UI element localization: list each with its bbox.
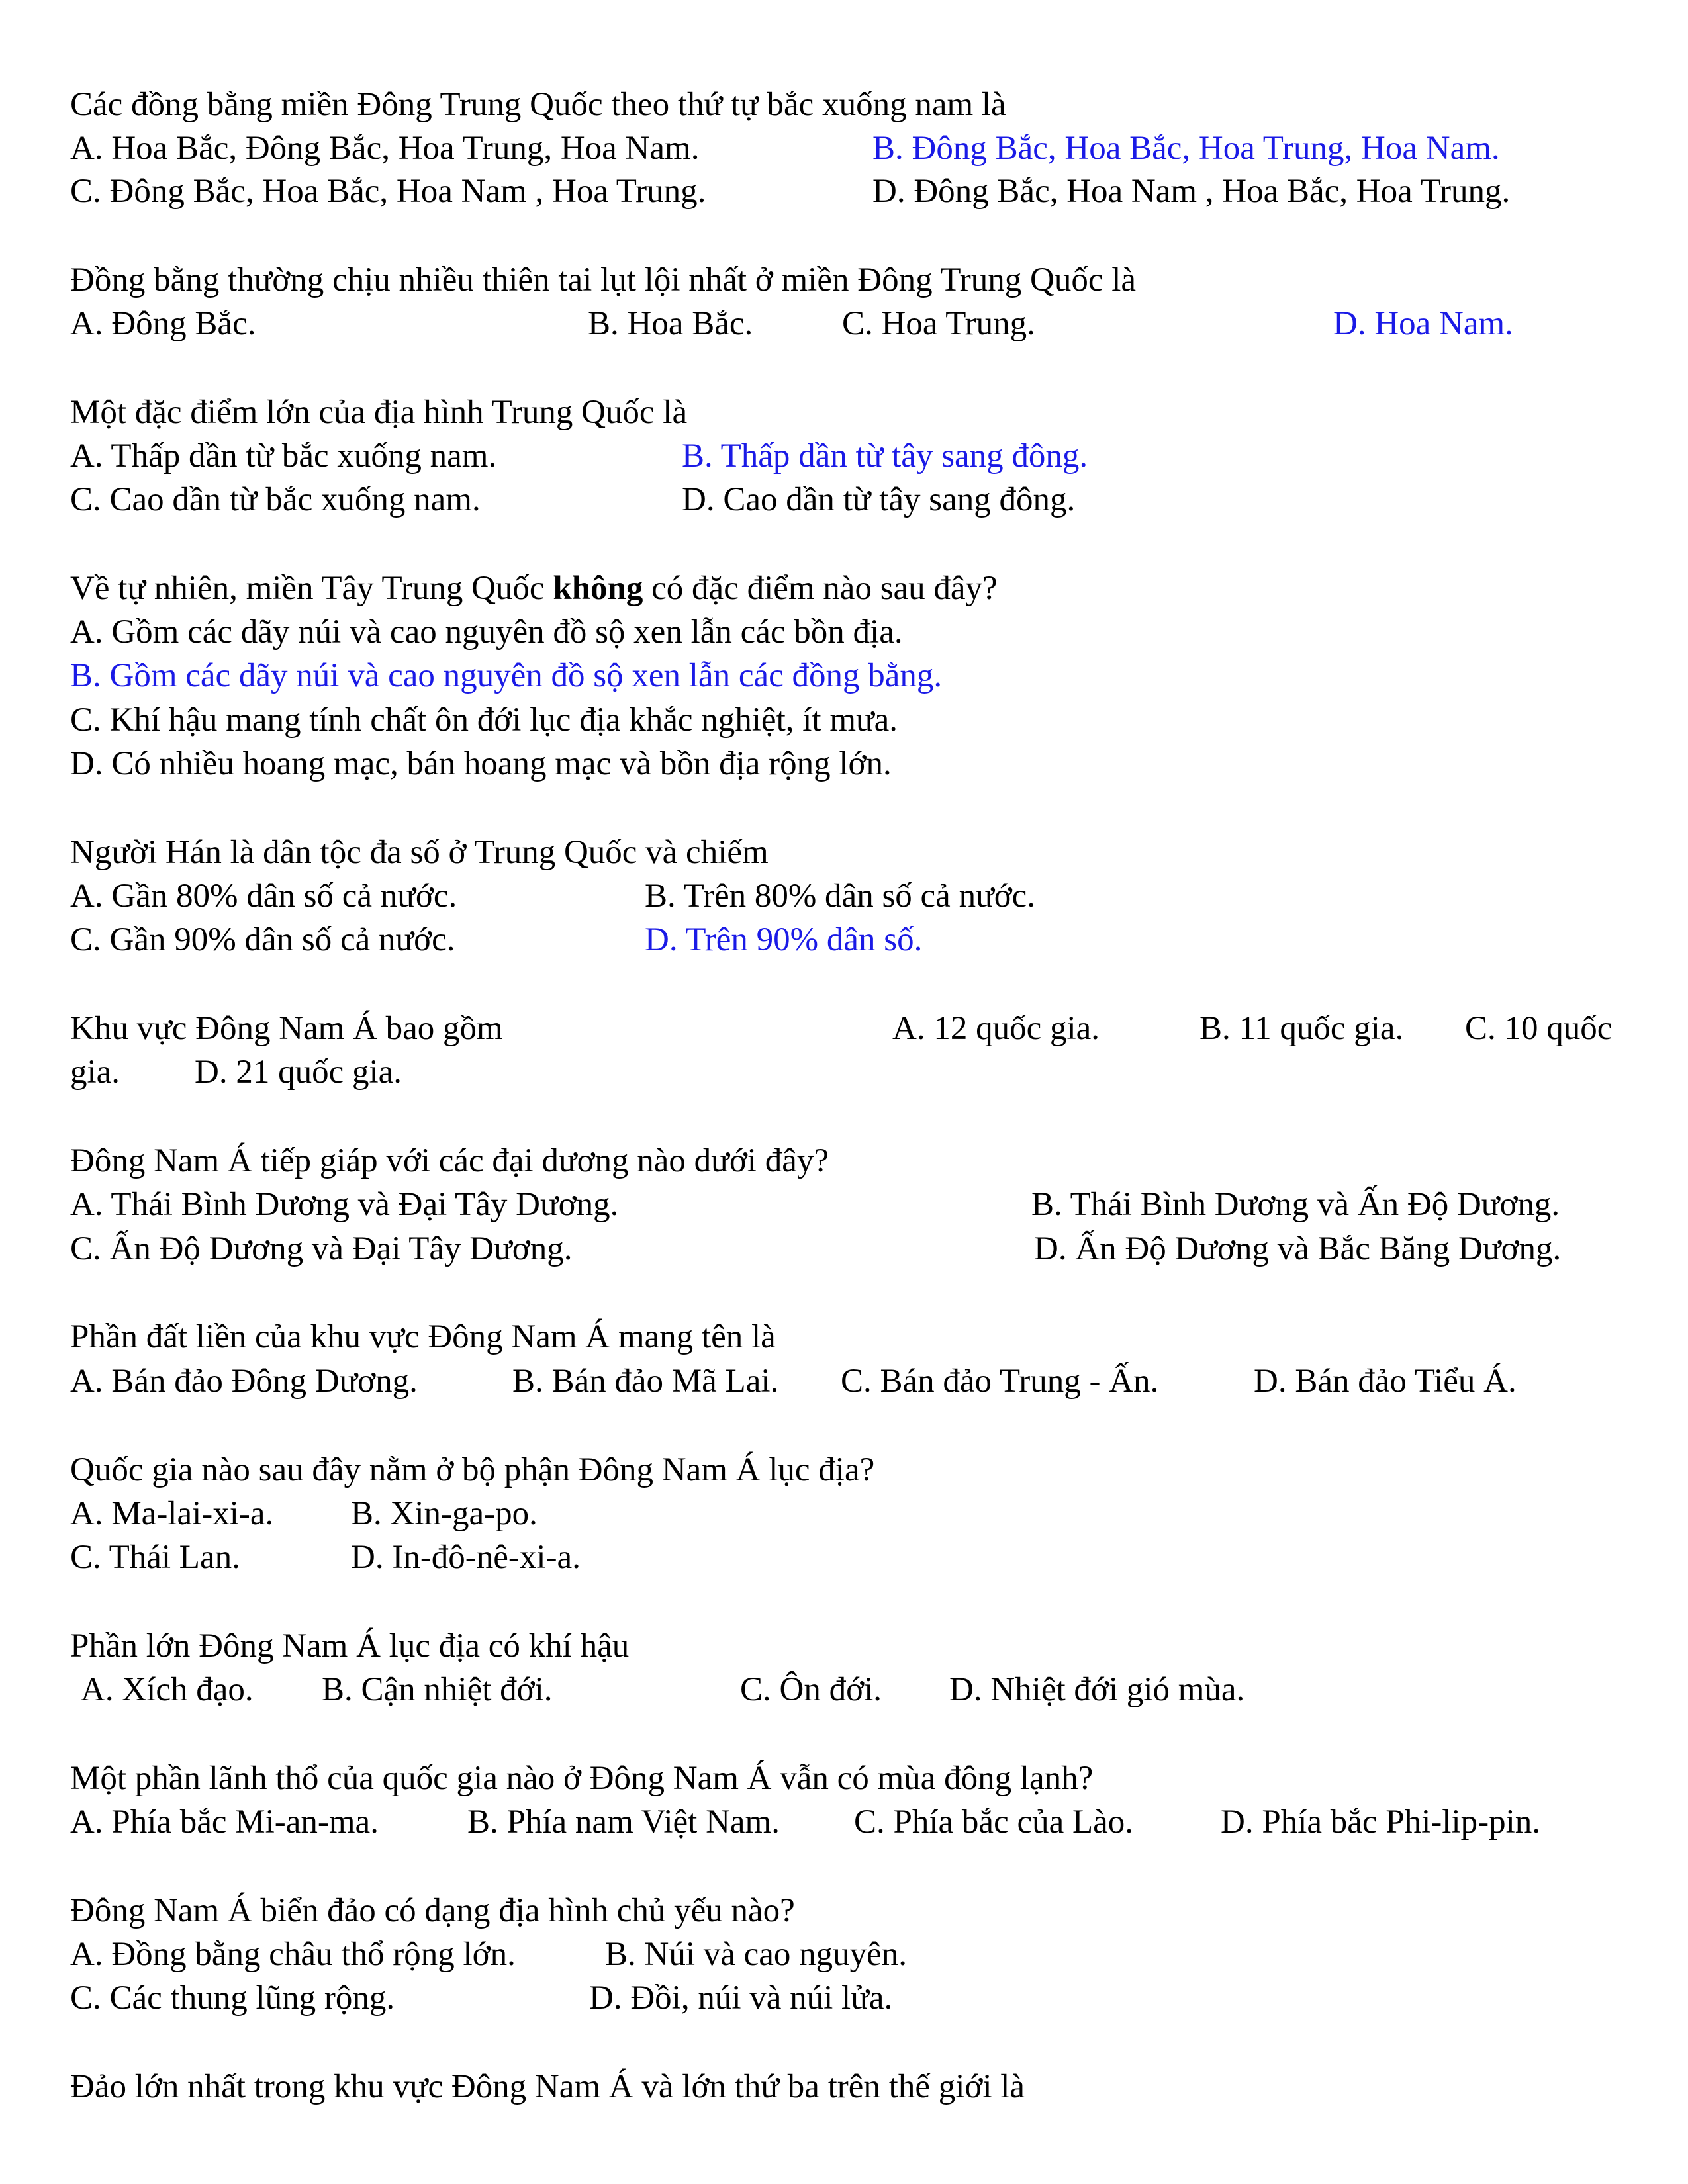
question-6-option-c: C. 10 quốc bbox=[1465, 1010, 1613, 1047]
question-12-option-d: D. Đồi, núi và núi lửa. bbox=[589, 1979, 893, 2017]
question-11-stem: Một phần lãnh thổ của quốc gia nào ở Đông Nam Á vẫn có mùa đông lạnh? bbox=[70, 1760, 1094, 1797]
question-3-option-d: D. Cao dần từ tây sang đông. bbox=[682, 481, 1076, 518]
question-3-stem: Một đặc điểm lớn của địa hình Trung Quốc là bbox=[70, 394, 688, 431]
question-9-option-b: B. Xin-ga-po. bbox=[351, 1495, 538, 1532]
question-1-stem: Các đồng bằng miền Đông Trung Quốc theo thứ tự bắc xuống nam là bbox=[70, 86, 1006, 123]
question-4-option-a: A. Gồm các dãy núi và cao nguyên đồ sộ xen lẫn các bồn địa. bbox=[70, 614, 903, 651]
question-5-option-c: C. Gần 90% dân số cả nước. bbox=[70, 921, 455, 958]
question-3-option-b-correct: B. Thấp dần từ tây sang đông. bbox=[682, 437, 1088, 475]
question-4-option-c: C. Khí hậu mang tính chất ôn đới lục địa khắc nghiệt, ít mưa. bbox=[70, 702, 898, 739]
question-6-option-c-continued: gia. bbox=[70, 1054, 120, 1091]
question-10-option-b: B. Cận nhiệt đới. bbox=[322, 1671, 553, 1708]
question-8-option-b: B. Bán đảo Mã Lai. bbox=[512, 1363, 779, 1400]
question-10-option-a: A. Xích đạo. bbox=[81, 1671, 254, 1708]
question-6-option-d: D. 21 quốc gia. bbox=[195, 1054, 402, 1091]
question-2-option-d-correct: D. Hoa Nam. bbox=[1333, 305, 1513, 342]
question-9-option-a: A. Ma-lai-xi-a. bbox=[70, 1495, 274, 1532]
question-13-stem: Đảo lớn nhất trong khu vực Đông Nam Á và lớn thứ ba trên thế giới là bbox=[70, 2068, 1025, 2105]
question-3-option-a: A. Thấp dần từ bắc xuống nam. bbox=[70, 437, 497, 475]
question-5-stem: Người Hán là dân tộc đa số ở Trung Quốc và chiếm bbox=[70, 834, 769, 871]
question-4-stem-emphasis: không bbox=[553, 570, 643, 607]
question-2-stem: Đồng bằng thường chịu nhiều thiên tai lụt lội nhất ở miền Đông Trung Quốc là bbox=[70, 261, 1137, 298]
question-12-stem: Đông Nam Á biển đảo có dạng địa hình chủ yếu nào? bbox=[70, 1892, 795, 1929]
question-4-option-b-correct: B. Gồm các dãy núi và cao nguyên đồ sộ xen lẫn các đồng bằng. bbox=[70, 657, 943, 694]
question-11-option-b: B. Phía nam Việt Nam. bbox=[467, 1803, 780, 1841]
question-10-option-c: C. Ôn đới. bbox=[740, 1671, 882, 1708]
question-1-option-b-correct: B. Đông Bắc, Hoa Bắc, Hoa Trung, Hoa Nam. bbox=[872, 130, 1500, 167]
question-7-option-b: B. Thái Bình Dương và Ấn Độ Dương. bbox=[1031, 1186, 1560, 1223]
question-4-stem bbox=[70, 572, 998, 606]
question-8-option-c: C. Bán đảo Trung - Ấn. bbox=[841, 1363, 1159, 1400]
question-1-option-a: A. Hoa Bắc, Đông Bắc, Hoa Trung, Hoa Nam. bbox=[70, 130, 700, 167]
question-8-stem: Phần đất liền của khu vực Đông Nam Á mang tên là bbox=[70, 1318, 776, 1355]
question-10-stem: Phần lớn Đông Nam Á lục địa có khí hậu bbox=[70, 1627, 630, 1664]
question-11-option-a: A. Phía bắc Mi-an-ma. bbox=[70, 1803, 379, 1841]
question-12-option-a: A. Đồng bằng châu thổ rộng lớn. bbox=[70, 1936, 516, 1973]
question-4-option-d: D. Có nhiều hoang mạc, bán hoang mạc và bồn địa rộng lớn. bbox=[70, 745, 892, 782]
question-9-stem: Quốc gia nào sau đây nằm ở bộ phận Đông Nam Á lục địa? bbox=[70, 1451, 875, 1488]
question-9-option-c: C. Thái Lan. bbox=[70, 1539, 240, 1576]
question-7-option-d: D. Ấn Độ Dương và Bắc Băng Dương. bbox=[1034, 1230, 1562, 1267]
question-5-option-d-correct: D. Trên 90% dân số. bbox=[645, 921, 923, 958]
question-11-option-c: C. Phía bắc của Lào. bbox=[854, 1803, 1134, 1841]
question-10-option-d: D. Nhiệt đới gió mùa. bbox=[949, 1671, 1245, 1708]
question-2-option-c: C. Hoa Trung. bbox=[842, 305, 1035, 342]
question-9-option-d: D. In-đô-nê-xi-a. bbox=[351, 1539, 581, 1576]
question-6-stem: Khu vực Đông Nam Á bao gồm bbox=[70, 1010, 503, 1047]
question-4-stem-start: Về tự nhiên, miền Tây Trung Quốc bbox=[70, 570, 553, 607]
question-1-option-d: D. Đông Bắc, Hoa Nam , Hoa Bắc, Hoa Trung. bbox=[872, 173, 1511, 210]
question-5-option-b: B. Trên 80% dân số cả nước. bbox=[645, 878, 1036, 915]
question-2-option-b: B. Hoa Bắc. bbox=[588, 305, 753, 342]
question-7-stem: Đông Nam Á tiếp giáp với các đại dương nào dưới đây? bbox=[70, 1142, 829, 1179]
question-6-option-b: B. 11 quốc gia. bbox=[1199, 1010, 1404, 1047]
question-11-option-d: D. Phía bắc Phi-lip-pin. bbox=[1221, 1803, 1541, 1841]
question-2-option-a: A. Đông Bắc. bbox=[70, 305, 256, 342]
question-7-option-c: C. Ấn Độ Dương và Đại Tây Dương. bbox=[70, 1230, 573, 1267]
question-4-stem-end: có đặc điểm nào sau đây? bbox=[643, 570, 998, 607]
question-7-option-a: A. Thái Bình Dương và Đại Tây Dương. bbox=[70, 1186, 619, 1223]
question-12-option-c: C. Các thung lũng rộng. bbox=[70, 1979, 395, 2017]
question-12-option-b: B. Núi và cao nguyên. bbox=[605, 1936, 908, 1973]
question-8-option-a: A. Bán đảo Đông Dương. bbox=[70, 1363, 418, 1400]
question-6-option-a: A. 12 quốc gia. bbox=[892, 1010, 1100, 1047]
question-3-option-c: C. Cao dần từ bắc xuống nam. bbox=[70, 481, 481, 518]
question-8-option-d: D. Bán đảo Tiểu Á. bbox=[1254, 1363, 1517, 1400]
question-1-option-c: C. Đông Bắc, Hoa Bắc, Hoa Nam , Hoa Trung. bbox=[70, 173, 706, 210]
question-5-option-a: A. Gần 80% dân số cả nước. bbox=[70, 878, 457, 915]
